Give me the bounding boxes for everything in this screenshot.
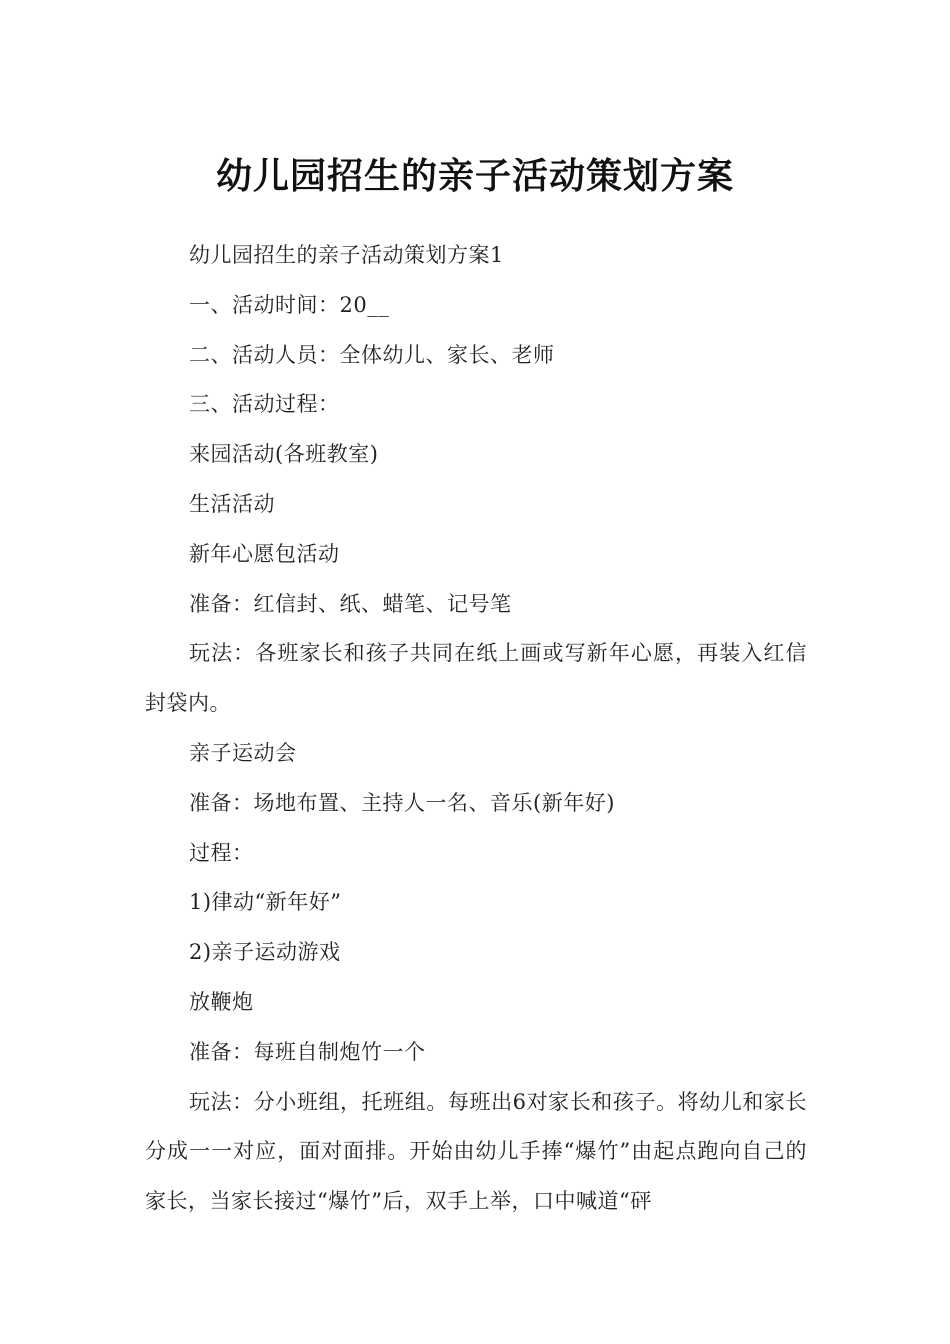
paragraph: 幼儿园招生的亲子活动策划方案1 — [189, 243, 504, 267]
paragraph: 2)亲子运动游戏 — [189, 940, 341, 965]
paragraph: 过程： — [189, 840, 254, 865]
paragraph: 来园活动(各班教室) — [189, 442, 379, 467]
document-title: 幼儿园招生的亲子活动策划方案 — [215, 156, 734, 198]
document-body — [145, 231, 807, 1227]
paragraph: 玩法：各班家长和孩子共同在纸上画或写新年心愿，再装入红信封袋内。 — [145, 641, 807, 716]
paragraph: 生活活动 — [189, 491, 275, 516]
paragraph: 放鞭炮 — [189, 989, 254, 1014]
paragraph: 玩法：分小班组，托班组。每班出6对家长和孩子。将幼儿和家长分成一一对应，面对面排。开始由幼儿手捧“爆竹”由起点跑向自己的家长，当家长接过“爆竹”后，双手上举，口中喊道“砰 — [145, 1089, 807, 1214]
paragraph: 新年心愿包活动 — [189, 541, 340, 566]
paragraph: 三、活动过程： — [189, 392, 340, 417]
paragraph: 亲子运动会 — [189, 740, 297, 765]
paragraph: 准备：每班自制炮竹一个 — [189, 1039, 426, 1064]
paragraph: 准备：场地布置、主持人一名、音乐(新年好) — [189, 790, 615, 815]
paragraph: 1)律动“新年好” — [189, 890, 342, 915]
paragraph: 准备：红信封、纸、蜡笔、记号笔 — [189, 591, 512, 616]
paragraph: 一、活动时间：20__ — [189, 292, 390, 317]
paragraph: 二、活动人员：全体幼儿、家长、老师 — [189, 342, 555, 367]
